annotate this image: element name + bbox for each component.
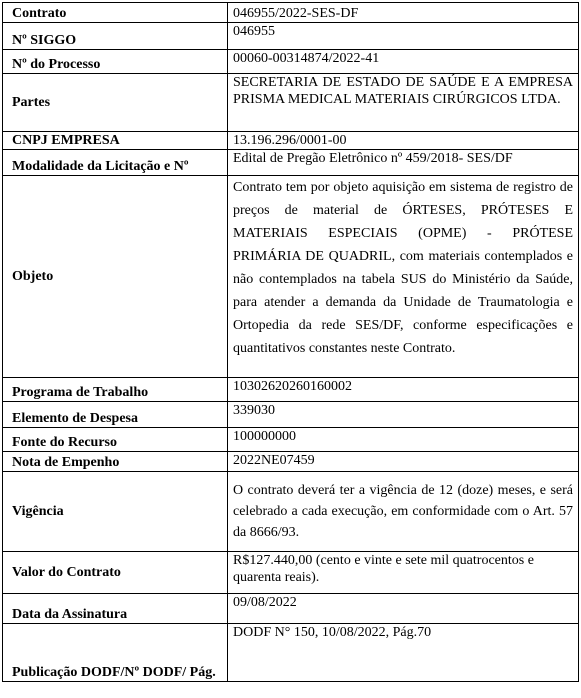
value-publicacao: DODF N° 150, 10/08/2022, Pág.70 [228, 624, 579, 682]
table-row [3, 552, 579, 594]
value-fonte: 100000000 [228, 428, 579, 452]
value-processo: 00060-00314874/2022-41 [228, 50, 579, 74]
value-siggo: 046955 [228, 23, 579, 50]
label-contrato: Contrato [3, 3, 228, 23]
value-cnpj: 13.196.296/0001-00 [228, 132, 579, 150]
label-fonte: Fonte do Recurso [3, 428, 228, 452]
label-processo: Nº do Processo [3, 50, 228, 74]
table-row [3, 150, 579, 176]
value-empenho: 2022NE07459 [228, 452, 579, 472]
table-row [3, 452, 579, 472]
label-publicacao: Publicação DODF/Nº DODF/ Pág. [3, 624, 228, 682]
table-row [3, 428, 579, 452]
table-row [3, 472, 579, 552]
table-row [3, 3, 579, 23]
label-vigencia: Vigência [3, 472, 228, 552]
contract-details-table [2, 2, 579, 682]
table-row [3, 624, 579, 682]
label-valor: Valor do Contrato [3, 552, 228, 594]
value-objeto: Contrato tem por objeto aquisição em sistema de registro de preços de material de ÓRTESES, PRÓTESES E MATERIAIS ESPECIAIS (OPME) - PRÓTESE PRIMÁRIA DE QUADRIL, com materiais contemplados e não contemplados na tabela SUS do Ministério da Saúde, para atender a demanda da Unidade de Traumatologia e Ortopedia da rede SES/DF, conforme especificações e quantitativos constantes neste Contrato. [228, 176, 579, 378]
label-objeto: Objeto [3, 176, 228, 378]
value-modalidade: Edital de Pregão Eletrônico nº 459/2018- SES/DF [228, 150, 579, 176]
label-elemento: Elemento de Despesa [3, 402, 228, 428]
table-row [3, 176, 579, 378]
table-row [3, 132, 579, 150]
table-row [3, 594, 579, 624]
value-valor: R$127.440,00 (cento e vinte e sete mil quatrocentos e quarenta reais). [228, 552, 579, 594]
label-data-assinatura: Data da Assinatura [3, 594, 228, 624]
table-row [3, 23, 579, 50]
label-programa: Programa de Trabalho [3, 378, 228, 402]
label-siggo: Nº SIGGO [3, 23, 228, 50]
table-row [3, 74, 579, 132]
value-elemento: 339030 [228, 402, 579, 428]
table-row [3, 50, 579, 74]
label-cnpj: CNPJ EMPRESA [3, 132, 228, 150]
value-partes: SECRETARIA DE ESTADO DE SAÚDE E A EMPRESA PRISMA MEDICAL MATERIAIS CIRÚRGICOS LTDA. [228, 74, 579, 132]
value-vigencia: O contrato deverá ter a vigência de 12 (doze) meses, e será celebrado a cada execução, em conformidade com o Art. 57 da 8666/93. [228, 472, 579, 552]
label-partes: Partes [3, 74, 228, 132]
value-contrato: 046955/2022-SES-DF [228, 3, 579, 23]
table-row [3, 378, 579, 402]
table-row [3, 402, 579, 428]
value-data-assinatura: 09/08/2022 [228, 594, 579, 624]
label-modalidade: Modalidade da Licitação e Nº [3, 150, 228, 176]
value-programa: 10302620260160002 [228, 378, 579, 402]
label-empenho: Nota de Empenho [3, 452, 228, 472]
